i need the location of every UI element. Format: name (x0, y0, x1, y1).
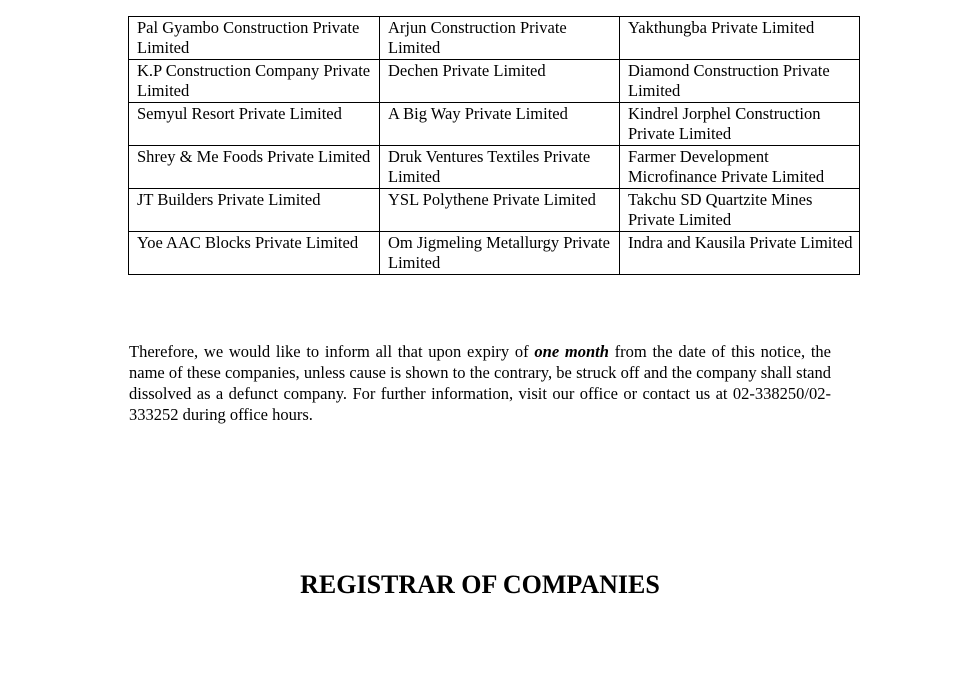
table-cell: Shrey & Me Foods Private Limited (129, 146, 380, 189)
table-cell: Dechen Private Limited (380, 60, 620, 103)
signature-heading: REGISTRAR OF COMPANIES (300, 570, 660, 599)
table-cell: Takchu SD Quartzite Mines Private Limited (620, 189, 860, 232)
table-row (129, 17, 860, 60)
table-row (129, 146, 860, 189)
table-cell: Farmer Development Microfinance Private Limited (620, 146, 860, 189)
table-cell: A Big Way Private Limited (380, 103, 620, 146)
table-row (129, 189, 860, 232)
notice-text-before: Therefore, we would like to inform all that upon expiry of (129, 342, 535, 361)
table-cell: Pal Gyambo Construction Private Limited (129, 17, 380, 60)
table-cell: Arjun Construction Private Limited (380, 17, 620, 60)
table-cell: JT Builders Private Limited (129, 189, 380, 232)
companies-table (128, 16, 860, 275)
table-cell: Yakthungba Private Limited (620, 17, 860, 60)
table-cell: Kindrel Jorphel Construction Private Limited (620, 103, 860, 146)
notice-paragraph (129, 341, 831, 425)
table-row (129, 103, 860, 146)
table-cell: Om Jigmeling Metallurgy Private Limited (380, 232, 620, 275)
table-cell: Yoe AAC Blocks Private Limited (129, 232, 380, 275)
table-cell: K.P Construction Company Private Limited (129, 60, 380, 103)
table-cell: Semyul Resort Private Limited (129, 103, 380, 146)
table-row (129, 232, 860, 275)
notice-text-after: from the date of this notice, the name of these companies, unless cause is shown to the contrary, be struck off and the company shall stand dissolved as a defunct company. For further information, visit our office or contact us at 02-338250/02-333252 during office hours. (129, 342, 831, 424)
table-cell: Druk Ventures Textiles Private Limited (380, 146, 620, 189)
table-cell: YSL Polythene Private Limited (380, 189, 620, 232)
notice-emphasis: one month (534, 342, 609, 361)
table-cell: Indra and Kausila Private Limited (620, 232, 860, 275)
table-cell: Diamond Construction Private Limited (620, 60, 860, 103)
table-row (129, 60, 860, 103)
